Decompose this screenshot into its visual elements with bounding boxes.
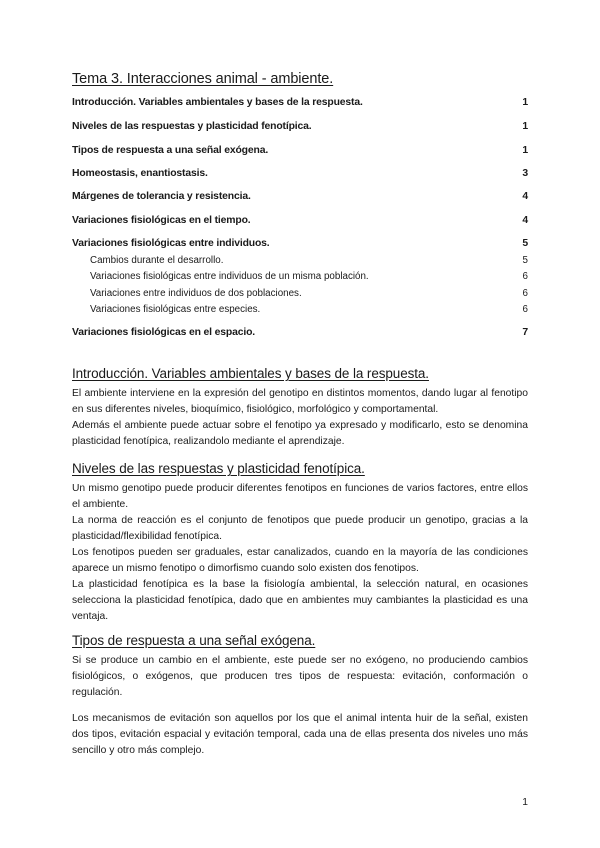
toc-entry-label: Variaciones fisiológicas entre individuos. <box>72 238 270 249</box>
toc-entry-page: 5 <box>522 238 528 249</box>
toc-subentry[interactable] <box>90 304 528 315</box>
section-paragraph: La norma de reacción es el conjunto de fenotipos que puede producir un genotipo, gracias a la plasticidad/flexibilidad fenotípica. <box>72 515 528 542</box>
toc-entry-label: Variaciones fisiológicas en el espacio. <box>72 327 255 338</box>
toc-entry-page: 3 <box>522 168 528 179</box>
section-heading-niveles: Niveles de las respuestas y plasticidad fenotípica. <box>72 461 365 476</box>
toc-entry-page: 4 <box>522 191 528 202</box>
toc-entry[interactable] <box>72 168 528 179</box>
toc-entry[interactable] <box>72 191 528 202</box>
document-title: Tema 3. Interacciones animal - ambiente. <box>72 71 334 87</box>
section-paragraph: Los mecanismos de evitación son aquellos por los que el animal intenta huir de la señal, existen dos tipos, evitación espacial y evitación temporal, cada una de ellas presenta dos niveles uno más sencillo y otro más complejo. <box>72 713 528 756</box>
toc-entry[interactable] <box>72 97 528 108</box>
page-number: 1 <box>522 797 528 808</box>
toc-entry-page: 1 <box>522 145 528 156</box>
section-paragraph: Un mismo genotipo puede producir diferentes fenotipos en funciones de varios factores, entre ellos el ambiente. <box>72 483 528 510</box>
toc-entry[interactable] <box>72 215 528 226</box>
toc-entry-label: Introducción. Variables ambientales y bases de la respuesta. <box>72 97 363 108</box>
section-paragraph: Además el ambiente puede actuar sobre el fenotipo ya expresado y modificarlo, esto se denomina plasticidad fenotípica, realizandolo mediante el aprendizaje. <box>72 420 528 447</box>
toc-entry-page: 6 <box>522 304 528 315</box>
toc-entry[interactable] <box>72 121 528 132</box>
section-heading-tipos-respuesta: Tipos de respuesta a una señal exógena. <box>72 633 316 648</box>
toc-entry[interactable] <box>72 327 528 338</box>
toc-entry-label: Márgenes de tolerancia y resistencia. <box>72 191 251 202</box>
toc-entry-page: 4 <box>522 215 528 226</box>
section-paragraph: Los fenotipos pueden ser graduales, estar canalizados, cuando en la mayoría de las condiciones aparece un mismo fenotipo o dimorfismo cuando solo existen dos fenotipos. <box>72 547 528 574</box>
toc-entry-label: Homeostasis, enantiostasis. <box>72 168 208 179</box>
toc-entry-label: Niveles de las respuestas y plasticidad fenotípica. <box>72 121 312 132</box>
toc-entry-label: Variaciones fisiológicas en el tiempo. <box>72 215 251 226</box>
toc-entry-label: Variaciones fisiológicas entre especies. <box>90 304 261 315</box>
toc-subentry[interactable] <box>90 255 528 266</box>
toc-entry-page: 7 <box>522 327 528 338</box>
toc-entry[interactable] <box>72 238 528 249</box>
toc-entry-label: Variaciones entre individuos de dos poblaciones. <box>90 288 302 299</box>
section-paragraph: La plasticidad fenotípica es la base la fisiología ambiental, la selección natural, en ocasiones selecciona la plasticidad fenotípica, dado que en ambientes muy cambiantes la plasticidad es una ventaja. <box>72 579 528 622</box>
toc-entry-label: Cambios durante el desarrollo. <box>90 255 224 266</box>
toc-subentry[interactable] <box>90 288 528 299</box>
section-paragraph: El ambiente interviene en la expresión del genotipo en distintos momentos, dando lugar al fenotipo en sus diferentes niveles, bioquímico, fisiológico, morfológico y comportamental. <box>72 388 528 415</box>
toc-entry-page: 1 <box>522 121 528 132</box>
section-heading-introduccion: Introducción. Variables ambientales y bases de la respuesta. <box>72 366 429 381</box>
toc-entry-label: Variaciones fisiológicas entre individuos de un misma población. <box>90 271 369 282</box>
toc-entry-page: 5 <box>522 255 528 266</box>
toc-entry[interactable] <box>72 145 528 156</box>
toc-subentry[interactable] <box>90 271 528 282</box>
toc-entry-label: Tipos de respuesta a una señal exógena. <box>72 145 269 156</box>
toc-entry-page: 6 <box>522 288 528 299</box>
toc-entry-page: 6 <box>522 271 528 282</box>
toc-entry-page: 1 <box>522 97 528 108</box>
section-paragraph: Si se produce un cambio en el ambiente, este puede ser no exógeno, no produciendo cambios fisiológicos, o exógenos, que producen tres tipos de respuesta: evitación, conformación o regulación. <box>72 655 528 698</box>
